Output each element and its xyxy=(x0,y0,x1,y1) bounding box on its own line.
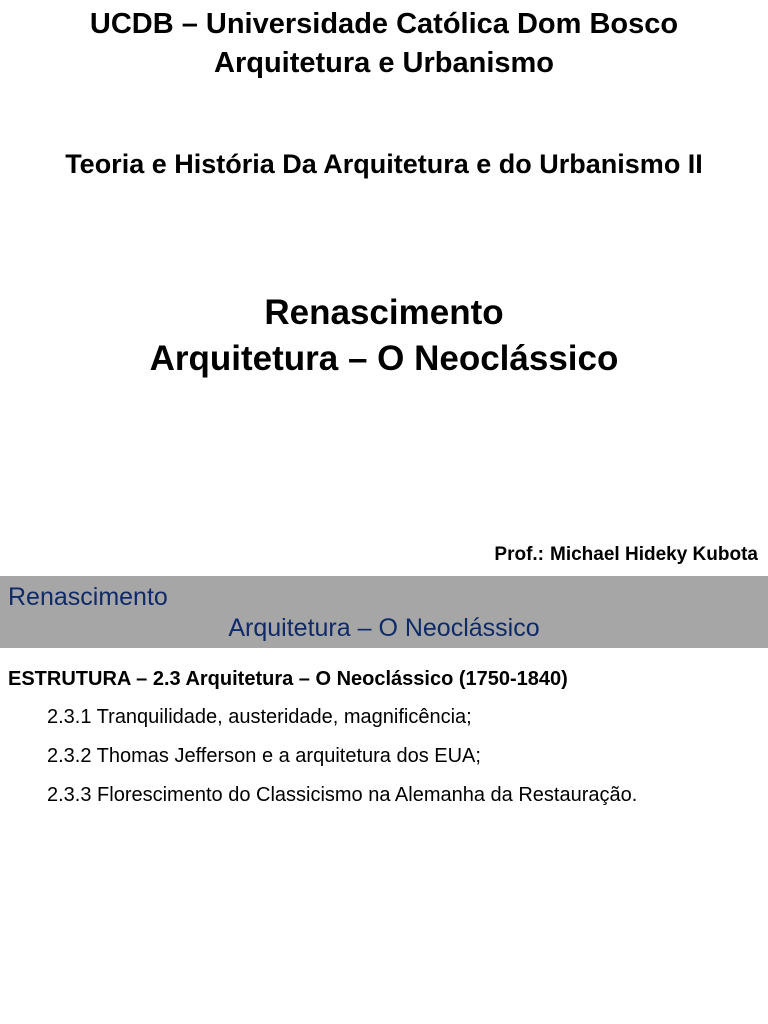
topic-title-line2: Arquitetura – O Neoclássico xyxy=(149,339,619,378)
slide-header-bar xyxy=(0,576,768,648)
institution-name: UCDB – Universidade Católica Dom Bosco xyxy=(89,8,679,40)
program-name: Arquitetura e Urbanismo xyxy=(214,47,554,79)
professor-name: Michael Hideky Kubota xyxy=(550,544,758,565)
structure-heading: ESTRUTURA – 2.3 Arquitetura – O Neoclássico (1750-1840) xyxy=(8,668,568,690)
professor-label: Prof.: xyxy=(494,544,544,565)
course-title: Teoria e História Da Arquitetura e do Urbanismo II xyxy=(65,149,703,179)
header-line2: Arquitetura – O Neoclássico xyxy=(228,614,540,642)
structure-list xyxy=(47,705,637,822)
list-item: 2.3.2 Thomas Jefferson e a arquitetura dos EUA; xyxy=(47,745,481,767)
header-line1: Renascimento xyxy=(8,583,168,611)
list-item: 2.3.1 Tranquilidade, austeridade, magnificência; xyxy=(47,706,472,728)
list-item: 2.3.3 Florescimento do Classicismo na Alemanha da Restauração. xyxy=(47,784,638,806)
topic-title-line1: Renascimento xyxy=(264,293,504,332)
structure-slide xyxy=(0,576,768,1024)
professor-credit xyxy=(494,543,758,567)
